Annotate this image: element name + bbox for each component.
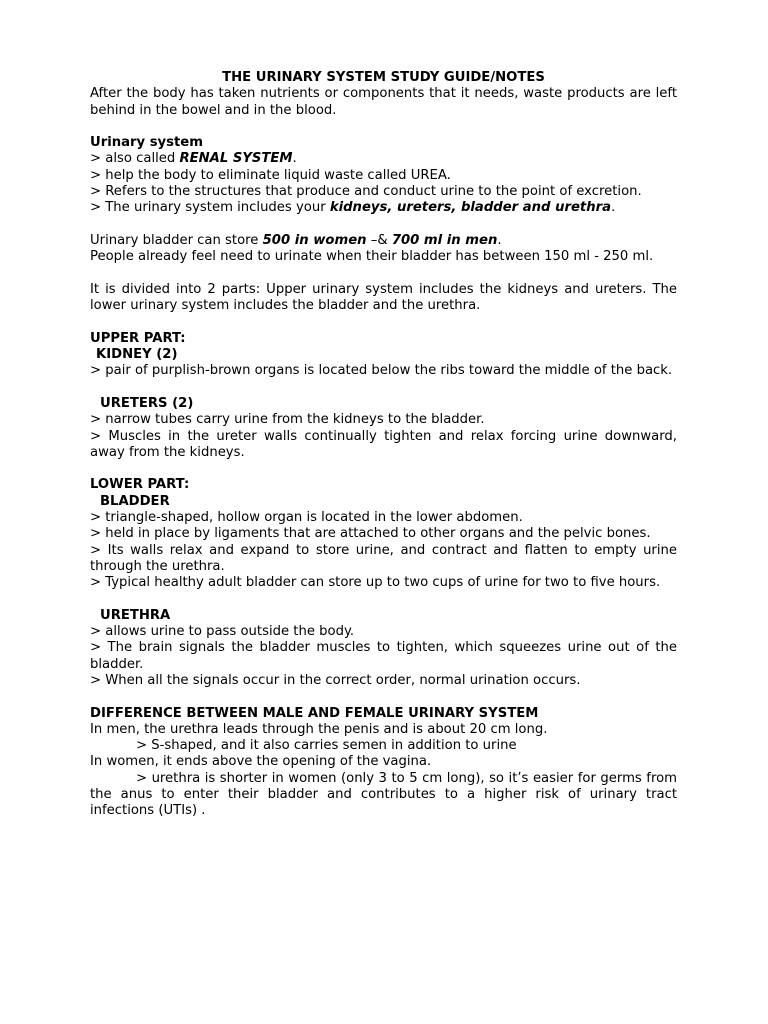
difference-women-line: In women, it ends above the opening of the vagina. bbox=[90, 754, 432, 770]
difference-men-sub: > S-shaped, and it also carries semen in addition to urine bbox=[136, 738, 517, 754]
document-page bbox=[90, 70, 677, 820]
difference-heading: DIFFERENCE BETWEEN MALE AND FEMALE URINARY SYSTEM bbox=[90, 705, 539, 721]
help-line: > help the body to eliminate liquid waste called UREA. bbox=[90, 167, 451, 183]
bladder-heading: BLADDER bbox=[100, 493, 170, 509]
ureters-line-2: > Muscles in the ureter walls continually tighten and relax forcing urine downward, away from the kidneys. bbox=[90, 428, 677, 460]
bladder-storage-connector: –& bbox=[366, 232, 392, 248]
includes-text: > The urinary system includes your bbox=[90, 200, 330, 216]
bladder-line-1: > triangle-shaped, hollow organ is located in the lower abdomen. bbox=[90, 510, 523, 526]
urethra-line-1: > allows urine to pass outside the body. bbox=[90, 624, 355, 640]
ureters-line-1: > narrow tubes carry urine from the kidneys to the bladder. bbox=[90, 412, 485, 428]
women-capacity-emphasis: 500 in women bbox=[262, 232, 367, 248]
organs-emphasis: kidneys, ureters, bladder and urethra bbox=[329, 200, 612, 216]
bladder-line-4: > Typical healthy adult bladder can store up to two cups of urine for two to five hours. bbox=[90, 575, 661, 591]
ureters-heading: URETERS (2) bbox=[100, 395, 194, 411]
document-title: THE URINARY SYSTEM STUDY GUIDE/NOTES bbox=[222, 70, 545, 85]
kidney-line-1: > pair of purplish-brown organs is located below the ribs toward the middle of the back. bbox=[90, 363, 673, 379]
urethra-line-3: > When all the signals occur in the correct order, normal urination occurs. bbox=[90, 672, 581, 688]
bladder-storage-line bbox=[90, 233, 677, 249]
bladder-storage-end: . bbox=[497, 232, 502, 248]
bladder-storage-text: Urinary bladder can store bbox=[90, 232, 263, 248]
bladder-line-3: > Its walls relax and expand to store urine, and contract and flatten to empty urine through the urethra. bbox=[90, 542, 677, 574]
divided-paragraph: It is divided into 2 parts: Upper urinary system includes the kidneys and ureters. The lower urinary system includes the bladder and the urethra. bbox=[90, 281, 677, 314]
upper-part-heading: UPPER PART: bbox=[90, 330, 186, 346]
includes-line bbox=[90, 200, 677, 216]
also-called-line bbox=[90, 151, 677, 167]
intro-paragraph: After the body has taken nutrients or components that it needs, waste products are left behind in the bowel and in the blood. bbox=[90, 86, 677, 118]
lower-part-heading: LOWER PART: bbox=[90, 477, 190, 493]
also-called-end: . bbox=[292, 151, 297, 167]
urethra-heading: URETHRA bbox=[100, 607, 171, 623]
urethra-line-2: > The brain signals the bladder muscles to tighten, which squeezes urine out of the bladder. bbox=[90, 640, 677, 672]
urinary-system-heading: Urinary system bbox=[90, 135, 203, 151]
men-capacity-emphasis: 700 ml in men bbox=[391, 232, 498, 248]
difference-women-sub bbox=[90, 771, 677, 820]
renal-system-emphasis: RENAL SYSTEM bbox=[179, 151, 293, 167]
difference-women-sub-text: > urethra is shorter in women (only 3 to 5 cm long), so it’s easier for germs from the anus to enter their bladder and contributes to a higher risk of urinary tract infections (UTIs) . bbox=[90, 770, 677, 819]
feel-need-line: People already feel need to urinate when their bladder has between 150 ml - 250 ml. bbox=[90, 249, 654, 265]
refers-line: > Refers to the structures that produce and conduct urine to the point of excretion. bbox=[90, 184, 642, 200]
includes-end: . bbox=[611, 200, 616, 216]
also-called-text: > also called bbox=[90, 151, 180, 167]
kidney-heading: KIDNEY (2) bbox=[96, 347, 178, 363]
bladder-line-2: > held in place by ligaments that are attached to other organs and the pelvic bones. bbox=[90, 526, 651, 542]
difference-men-line: In men, the urethra leads through the penis and is about 20 cm long. bbox=[90, 721, 548, 737]
